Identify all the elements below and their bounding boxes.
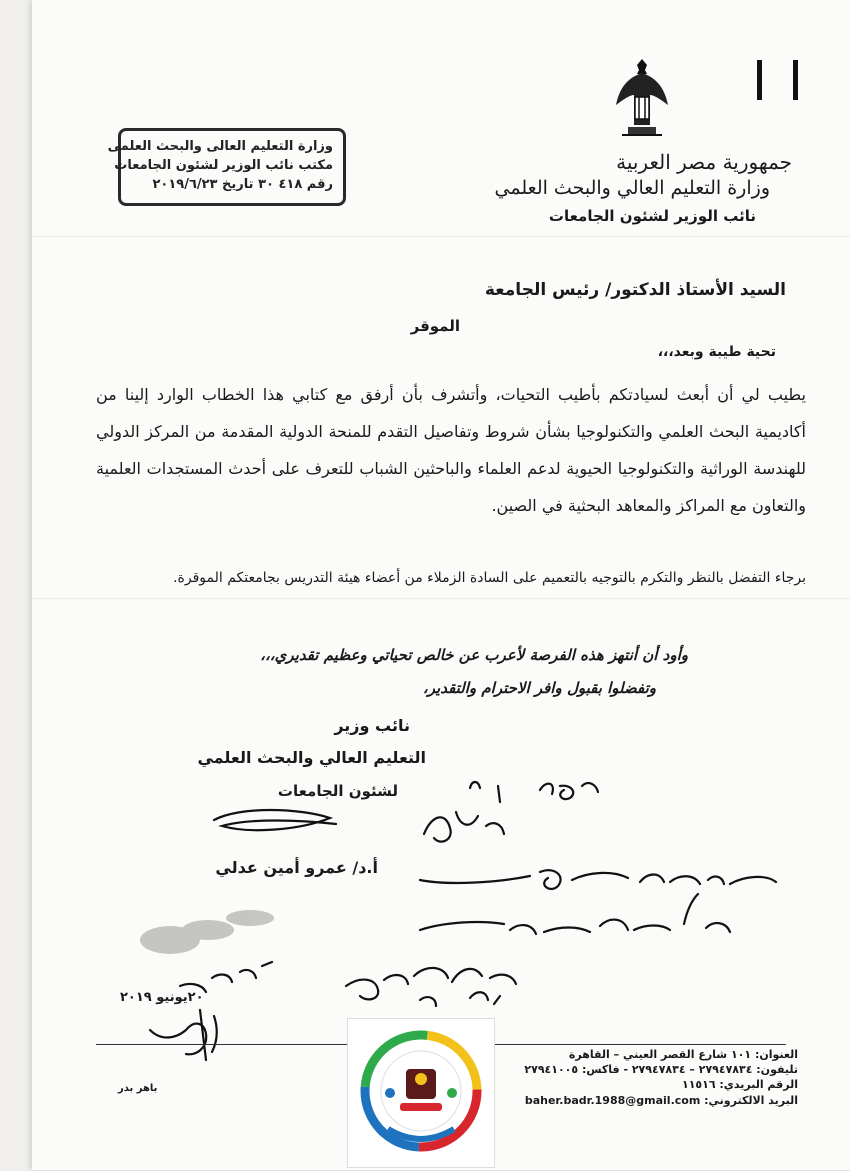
portal-logo-icon — [348, 1019, 494, 1167]
letter-body: يطيب لي أن أبعث لسيادتكم بأطيب التحيات، وأتشرف بأن أرفق مع كتابي هذا الخطاب الوارد إلينا من أكاديمية البحث العلمي والتكنولوجيا بشأن شروط وتفاصيل التقدم للمنحة الدولية المقدمة من المركز الدولي للهندسة الوراثية والتكنولوجيا الحيوية لدعم العلماء والباحثين الشباب للتعرف على أحدث المستجدات العلمية والتعاون مع المراكز والمعاهد البحثية في الصين. — [96, 385, 806, 515]
signatory-title: لشئون الجامعات — [277, 782, 398, 800]
filing-mark — [757, 60, 762, 100]
signatory-name: أ.د/ عمرو أمين عدلي — [215, 858, 378, 877]
footer-postal: الرقم البريدي: ١١٥١٦ — [681, 1078, 798, 1091]
honorific: الموقر — [410, 317, 460, 335]
header-country: جمهورية مصر العربية — [616, 150, 792, 174]
letter-date: ٢٠يونيو ٢٠١٩ — [120, 990, 204, 1005]
footer-email: البريد الالكتروني: baher.badr.1988@gmail.com — [524, 1094, 798, 1107]
closing-line: وأود أن أنتهز هذه الفرصة لأعرب عن خالص تحياتي وعظيم تقديري،،، — [260, 646, 688, 664]
stamp-line: وزارة التعليم العالى والبحث العلمى — [107, 139, 333, 154]
fold-line — [32, 598, 850, 599]
letter-request: برجاء التفضل بالنظر والتكرم بالتوجيه بالتعميم على السادة الزملاء من أعضاء هيئة التدريس بجامعتكم الموقرة. — [173, 570, 806, 586]
footer-address: العنوان: ١٠١ شارع القصر العيني – القاهرة — [568, 1048, 798, 1061]
stamp-line: مكتب نائب الوزير لشئون الجامعات — [114, 158, 333, 173]
signatory-title: التعليم العالي والبحث العلمي — [197, 748, 426, 767]
eagle-emblem-icon — [612, 55, 672, 143]
greeting: تحية طيبة وبعد،،، — [657, 344, 776, 360]
prepared-by: باهر بدر — [118, 1083, 158, 1094]
portal-logo — [347, 1018, 495, 1168]
salutation: السيد الأستاذ الدكتور/ رئيس الجامعة — [484, 280, 786, 300]
filing-mark — [793, 60, 798, 100]
stamp-reference: رقم ٤١٨ ٣٠ تاريخ ٢٠١٩/٦/٢٣ — [152, 177, 333, 192]
footer-phone: تليفون: ٢٧٩٤٧٨٣٤ – ٢٧٩٤٧٨٣٤ - فاكس: ٢٧٩٤١٠٠٥ — [524, 1063, 798, 1076]
registry-stamp — [107, 128, 346, 206]
fold-line — [32, 236, 850, 237]
signatory-title: نائب وزير — [334, 716, 410, 735]
header-ministry: وزارة التعليم العالي والبحث العلمي — [494, 177, 770, 199]
header-office: نائب الوزير لشئون الجامعات — [548, 207, 756, 225]
closing-line: وتفضلوا بقبول وافر الاحترام والتقدير، — [422, 679, 656, 697]
